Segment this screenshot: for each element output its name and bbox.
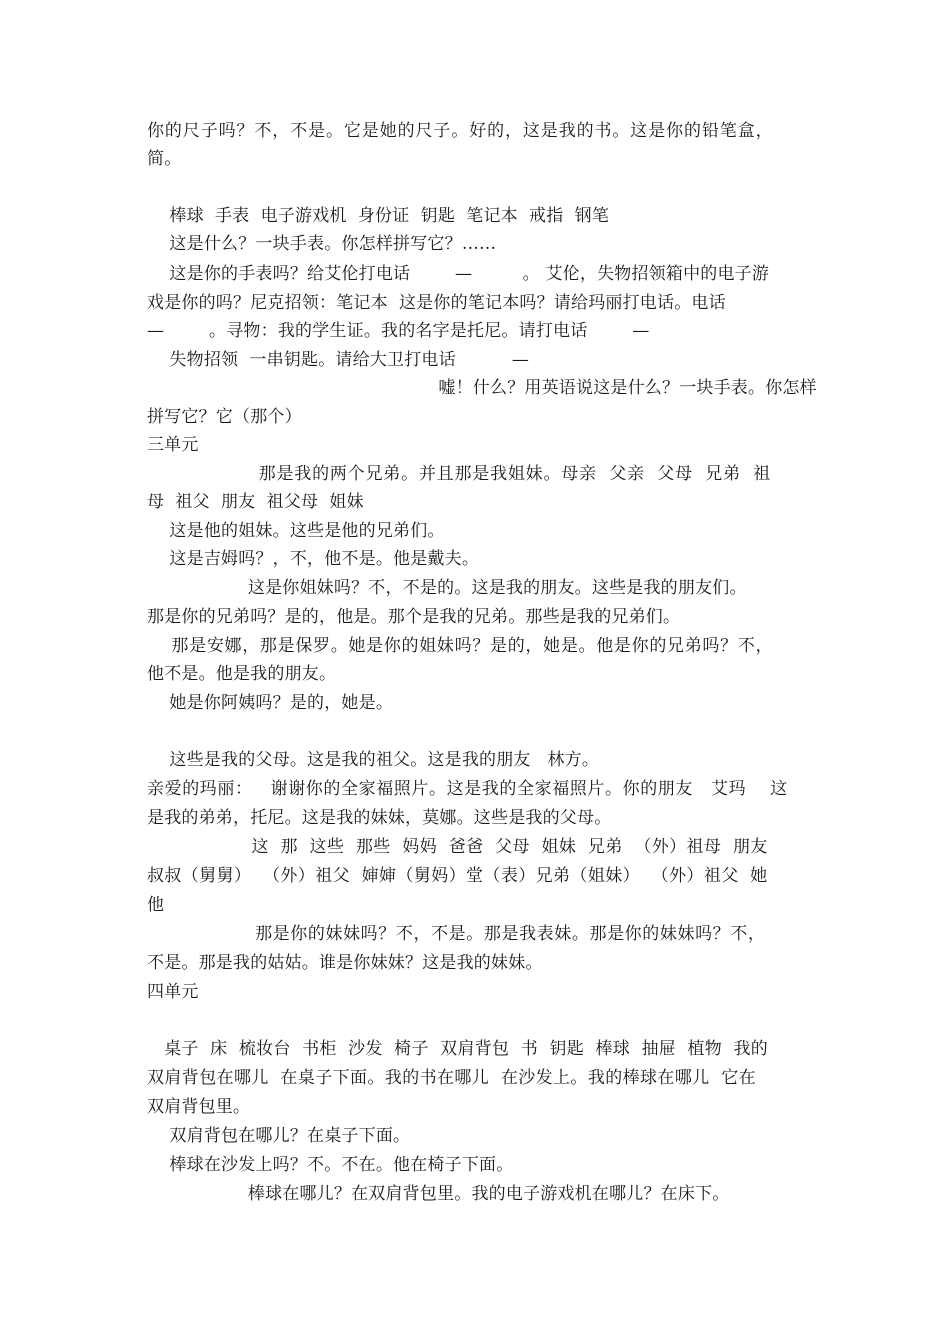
text-line: 她是你阿姨吗？是的，她是。 (147, 693, 394, 713)
text-line: 这是吉姆吗？，不，他不是。他是戴夫。 (147, 549, 480, 569)
text-line: 这是你姐妹吗？不，不是的。这是我的朋友。这些是我的朋友们。 (147, 578, 747, 598)
vocab-line: 这 那 这些 那些 妈妈 爸爸 父母 姐妹 兄弟 （外）祖母 朋友 (147, 837, 768, 857)
text-line: 那是我的两个兄弟。并且那是我姐妹。母亲 父亲 父母 兄弟 祖 (147, 464, 772, 484)
text-line: 双肩背包里。 (147, 1097, 251, 1117)
text-line: 亲爱的玛丽： 谢谢你的全家福照片。这是我的全家福照片。你的朋友 艾玛 这 (147, 779, 788, 799)
text-line: 不是。那是我的姑姑。谁是你妹妹？这是我的妹妹。 (147, 953, 543, 973)
text-line: 那是你的妹妹吗？不，不是。那是我表妹。那是你的妹妹吗？不， (147, 924, 766, 944)
unit-heading: 四单元 (147, 982, 199, 1002)
text-line: 嘘！什么？用英语说这是什么？一块手表。你怎样 (147, 378, 817, 398)
text-line: 这些是我的父母。这是我的祖父。这是我的朋友 林方。 (147, 750, 600, 770)
text-line: 简。 (147, 149, 182, 169)
unit-heading: 三单元 (147, 435, 199, 455)
text-line: 这是什么？一块手表。你怎样拼写它？…… (147, 234, 497, 254)
text-line: 棒球在哪儿？在双肩背包里。我的电子游戏机在哪儿？在床下。 (147, 1184, 730, 1204)
text-line: 失物招领 一串钥匙。请给大卫打电话 — (147, 350, 530, 370)
text-line: 这是他的姐妹。这些是他的兄弟们。 (147, 521, 445, 541)
text-line: 那是安娜，那是保罗。她是你的姐妹吗？是的，她是。他是你的兄弟吗？不， (147, 636, 774, 656)
text-line: 戏是你的吗？尼克招领：笔记本 这是你的笔记本吗？请给玛丽打电话。电话 (147, 293, 726, 313)
text-line: 那是你的兄弟吗？是的，他是。那个是我的兄弟。那些是我的兄弟们。 (147, 607, 681, 627)
text-line: 双肩背包在哪儿 在桌子下面。我的书在哪儿 在沙发上。我的棒球在哪儿 它在 (147, 1068, 757, 1088)
text-line: 双肩背包在哪儿？在桌子下面。 (147, 1126, 411, 1146)
text-line: 他 (147, 895, 165, 915)
text-line: 棒球在沙发上吗？不。不在。他在椅子下面。 (147, 1155, 514, 1175)
text-line: — 。寻物：我的学生证。我的名字是托尼。请打电话 — (147, 321, 650, 341)
text-line: 是我的弟弟，托尼。这是我的妹妹，莫娜。这些是我的父母。 (147, 808, 612, 828)
vocab-line: 叔叔（舅舅） （外）祖父 婶婶（舅妈）堂（表）兄弟（姐妹） （外）祖父 她 (147, 866, 768, 886)
vocab-line: 棒球 手表 电子游戏机 身份证 钥匙 笔记本 戒指 钢笔 (147, 206, 610, 226)
vocab-line: 桌子 床 梳妆台 书柜 沙发 椅子 双肩背包 书 钥匙 棒球 抽屉 植物 我的 (147, 1039, 769, 1059)
text-line: 拼写它？它（那个） (147, 407, 302, 427)
text-line: 你的尺子吗？不，不是。它是她的尺子。好的，这是我的书。这是你的铅笔盒， (147, 121, 774, 141)
text-line: 这是你的手表吗？给艾伦打电话 — 。 艾伦，失物招领箱中的电子游 (147, 264, 770, 284)
text-line: 他不是。他是我的朋友。 (147, 664, 337, 684)
text-line: 母 祖父 朋友 祖父母 姐妹 (147, 492, 364, 512)
